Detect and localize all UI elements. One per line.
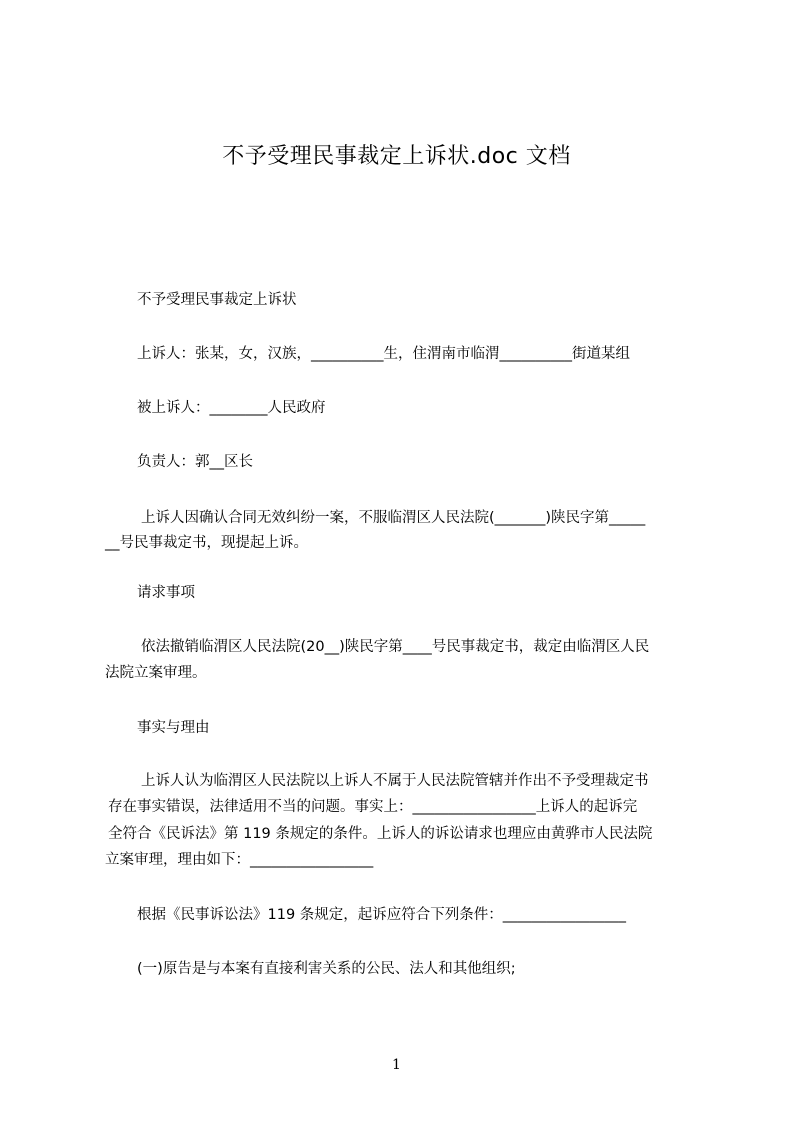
facts-line-4: 立案审理，理由如下：_________________ <box>105 852 374 868</box>
facts-heading: 事实与理由 <box>137 720 210 736</box>
appellant-line: 上诉人：张某，女，汉族，__________生，住渭南市临渭__________街道某组 <box>137 346 630 362</box>
responsible-line: 负责人：郭__区长 <box>137 454 253 470</box>
law-line: 根据《民事诉讼法》119 条规定，起诉应符合下列条件：_________________ <box>137 907 627 923</box>
request-line-2: 法院立案审理。 <box>105 665 207 681</box>
heading: 不予受理民事裁定上诉状 <box>137 292 297 308</box>
request-heading: 请求事项 <box>137 585 195 601</box>
facts-line-2: 存在事实错误，法律适用不当的问题。事实上：_________________上诉人的起诉完 <box>108 799 638 815</box>
facts-line-1: 上诉人认为临渭区人民法院以上诉人不属于人民法院管辖并作出不予受理裁定书 <box>141 773 649 789</box>
document-title: 不予受理民事裁定上诉状.doc 文档 <box>222 144 571 169</box>
appellee-line: 被上诉人：________人民政府 <box>137 400 326 416</box>
condition-1: (一)原告是与本案有直接利害关系的公民、法人和其他组织; <box>137 961 516 977</box>
intro-line-1: 上诉人因确认合同无效纠纷一案，不服临渭区人民法院(_______)陕民字第_____ <box>141 510 646 526</box>
facts-line-3: 全符合《民诉法》第 119 条规定的条件。上诉人的诉讼请求也理应由黄骅市人民法院 <box>108 826 653 842</box>
intro-line-2: __号民事裁定书，现提起上诉。 <box>105 535 308 551</box>
page-number: 1 <box>392 1057 401 1073</box>
request-line-1: 依法撤销临渭区人民法院(20__)陕民字第____号民事裁定书，裁定由临渭区人民 <box>141 639 650 655</box>
